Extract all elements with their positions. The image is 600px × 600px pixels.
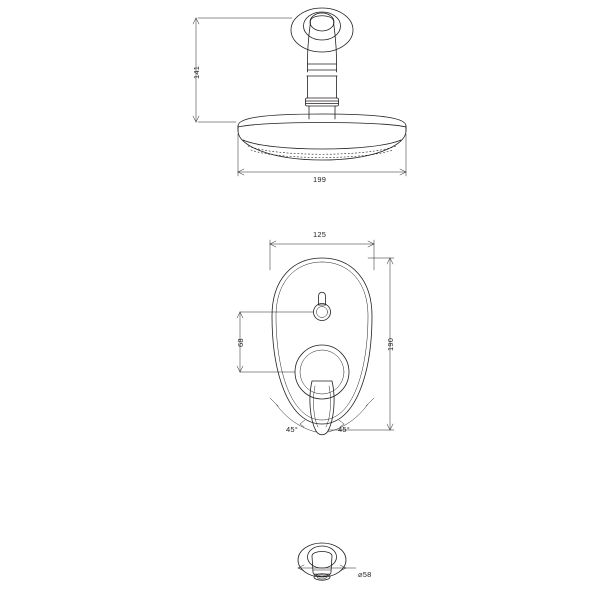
mixer-plate-view	[270, 258, 374, 435]
dimension-label-plate-height: 190	[386, 337, 395, 351]
dimension-label-head-width: 199	[313, 175, 327, 184]
dimension-label-arm-height: 141	[192, 65, 201, 79]
dimension-plate-width	[270, 240, 374, 270]
dimension-label-plate-width: 125	[313, 230, 327, 239]
outlet-view	[298, 543, 346, 580]
dimension-arm-height	[193, 18, 292, 122]
shower-head-view	[238, 8, 406, 160]
dimension-plate-height	[328, 258, 394, 430]
dimension-head-width	[238, 134, 406, 176]
dimension-label-angle-left: 45°	[286, 425, 298, 434]
dimension-label-button-offset: 68	[236, 338, 245, 347]
dimension-label-angle-right: 45°	[338, 425, 350, 434]
dimension-button-offset	[237, 312, 313, 372]
dimension-label-outlet-diameter: ⌀58	[358, 570, 372, 579]
